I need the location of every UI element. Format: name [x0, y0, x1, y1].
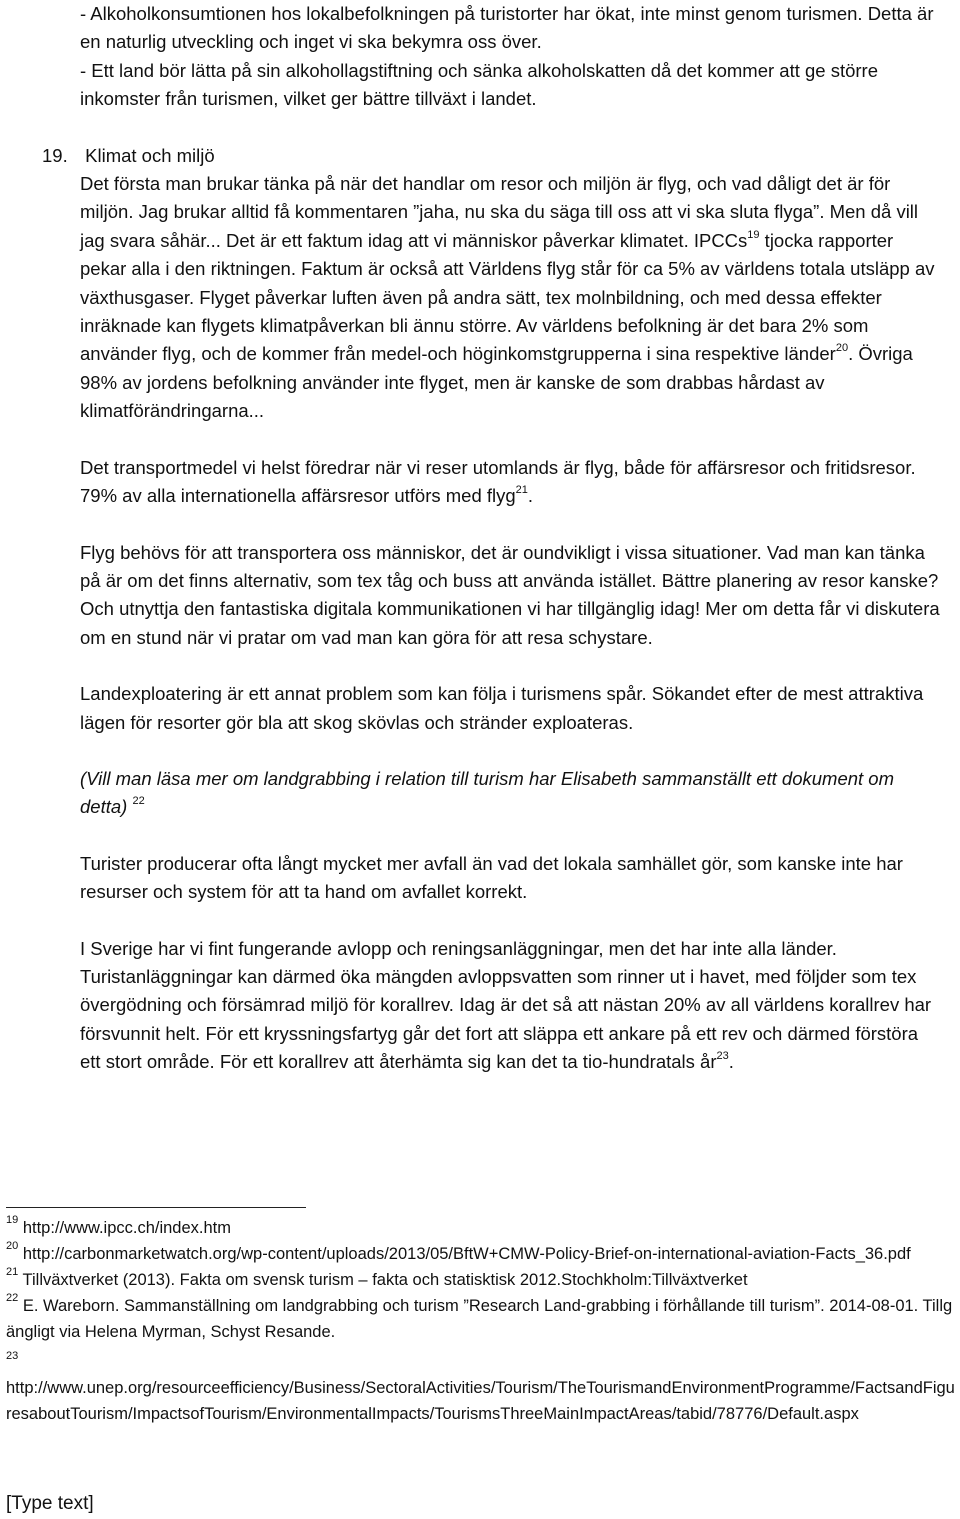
main-text — [42, 0, 940, 1077]
footnote-text: E. Wareborn. Sammanställning om landgrabbing och turism ”Research Land-grabbing i förhållande till turism”. 2014-08-01. Tillgängligt via Helena Myrman, Schyst Resande. — [6, 1297, 953, 1341]
footnote-ref-23[interactable]: 23 — [716, 1050, 729, 1063]
footnote-19 — [6, 1215, 956, 1241]
footnote-22 — [6, 1293, 956, 1345]
section-title: Klimat och miljö — [85, 144, 215, 166]
footnote-number: 20 — [6, 1239, 19, 1252]
footnote-number: 19 — [6, 1213, 19, 1226]
text-run: Det första man brukar tänka på när det handlar om resor och miljön är flyg, och vad dåligt det är för miljön. Jag brukar alltid få kommentaren ”jaha, nu ska du säga till oss att vi ska sluta flyga”. Men då vill jag svara såhär... Det är ett faktum idag att vi människor påverkar klimatet. IPCCs — [80, 173, 919, 251]
footnote-number: 23 — [6, 1350, 19, 1362]
footnote-ref-21[interactable]: 21 — [515, 483, 528, 496]
section-heading — [42, 142, 940, 170]
text-run: tjocka rapporter pekar alla i den riktningen. Faktum är också att Världens flyg står för ca 5% av världens totala utsläpp av växthusgaser. Flyget påverkar luften även på andra sätt, tex molnbildning, och med dessa effekter inräknade kan flygets klimatpåverkan bli ännu större. Av världens befolkning är det bara 2% som använder flyg, och de kommer från medel-och höginkomstgrupperna i sina respektive länder — [80, 229, 935, 365]
paragraph-sewage-coral — [80, 935, 940, 1077]
paragraph-land-exploitation: Landexploatering är ett annat problem som kan följa i turismens spår. Sökandet efter de mest attraktiva lägen för resorter gör bla att skog skövlas och stränder exploateras. — [80, 683, 924, 733]
footnote-23 — [6, 1345, 956, 1427]
italic-text: (Vill man läsa mer om landgrabbing i relation till turism har Elisabeth sammanställt ett dokument om detta) — [80, 767, 895, 818]
page-footer: [Type text] — [6, 1493, 94, 1514]
footnote-link[interactable]: http://www.ipcc.ch/index.htm — [18, 1219, 232, 1237]
footnote-number: 21 — [6, 1265, 19, 1278]
text-run: . — [728, 1051, 734, 1073]
footnote-ref-19[interactable]: 19 — [747, 228, 760, 241]
footnote-ref-20[interactable]: 20 — [835, 342, 849, 355]
paragraph-waste: Turister producerar ofta långt mycket mer avfall än vad det lokala samhället gör, som kanske inte har resurser och system för att ta hand om avfallet korrekt. — [80, 852, 903, 903]
footnote-link[interactable]: http://www.unep.org/resourceefficiency/Business/SectoralActivities/Tourism/TheTourismandEnvironmentProgramme/FactsandFiguresaboutTourism/ImpactsofTourism/EnvironmentalImpacts/TourismsThreeMainImpactAreas/tabid/78776/Default.aspx — [6, 1379, 955, 1423]
footnote-number: 22 — [6, 1291, 19, 1304]
text-run: I Sverige har vi fint fungerande avlopp och reningsanläggningar, men det har inte alla länder. Turistanläggningar kan därmed öka mängden avloppsvatten som rinner ut i havet, med följder som tex övergödning och försämrad miljö för korallrev. Idag är det så att nästan 20% av all världens korallrev har försvunnit helt. För ett kryssningsfartyg går det fort att släppa ett ankare på ett rev och därmed förstöra ett stort område. För ett korallrev att återhämta sig kan det ta tio-hundratals år — [80, 937, 932, 1073]
footnote-21 — [6, 1267, 956, 1293]
paragraph-flying — [80, 170, 940, 426]
footnote-text: Tillväxtverket (2013). Fakta om svensk turism – fakta och statisktisk 2012.Stochkholm:Tillväxtverket — [18, 1271, 748, 1289]
text-run: . Övriga 98% av jordens befolkning använder inte flyget, men är kanske de som drabbas hårdast av klimatförändringarna... — [80, 343, 913, 422]
bullet-alcohol-legislation: - Ett land bör lätta på sin alkohollagstiftning och sänka alkoholskatten då det kommer att ge större inkomster från turismen, vilket ger bättre tillväxt i landet. — [80, 59, 879, 110]
footnote-20 — [6, 1241, 956, 1267]
section-number: 19. — [42, 144, 68, 166]
bullet-alcohol-consumption: - Alkoholkonsumtionen hos lokalbefolkningen på turistorter har ökat, inte minst genom turismen. Detta är en naturlig utveckling och inget vi ska bekymra oss över. — [80, 3, 934, 53]
paragraph-transport — [80, 454, 940, 511]
footnotes — [6, 1215, 956, 1427]
paragraph-alternatives: Flyg behövs för att transportera oss människor, det är oundvikligt i vissa situationer. Vad man kan tänka på är om det finns alternativ, som tex tåg och buss att använda istället. Bättre planering av resor kanske? Och utnyttja den fantastiska digitala kommunikationen vi har tillgänglig idag! Mer om detta får vi diskutera om en stund när vi pratar om vad man kan göra för att resa schystare. — [80, 541, 940, 648]
paragraph-landgrabbing-note — [80, 765, 940, 822]
footnote-ref-22[interactable]: 22 — [132, 795, 145, 808]
text-run: Det transportmedel vi helst föredrar när vi reser utomlands är flyg, både för affärsresor och fritidsresor. 79% av alla internationella affärsresor utförs med flyg — [80, 456, 916, 507]
text-run: . — [527, 485, 534, 507]
footnote-separator — [6, 1207, 306, 1208]
footnote-link[interactable]: http://carbonmarketwatch.org/wp-content/uploads/2013/05/BftW+CMW-Policy-Brief-on-international-aviation-Facts_36.pdf — [18, 1245, 911, 1263]
